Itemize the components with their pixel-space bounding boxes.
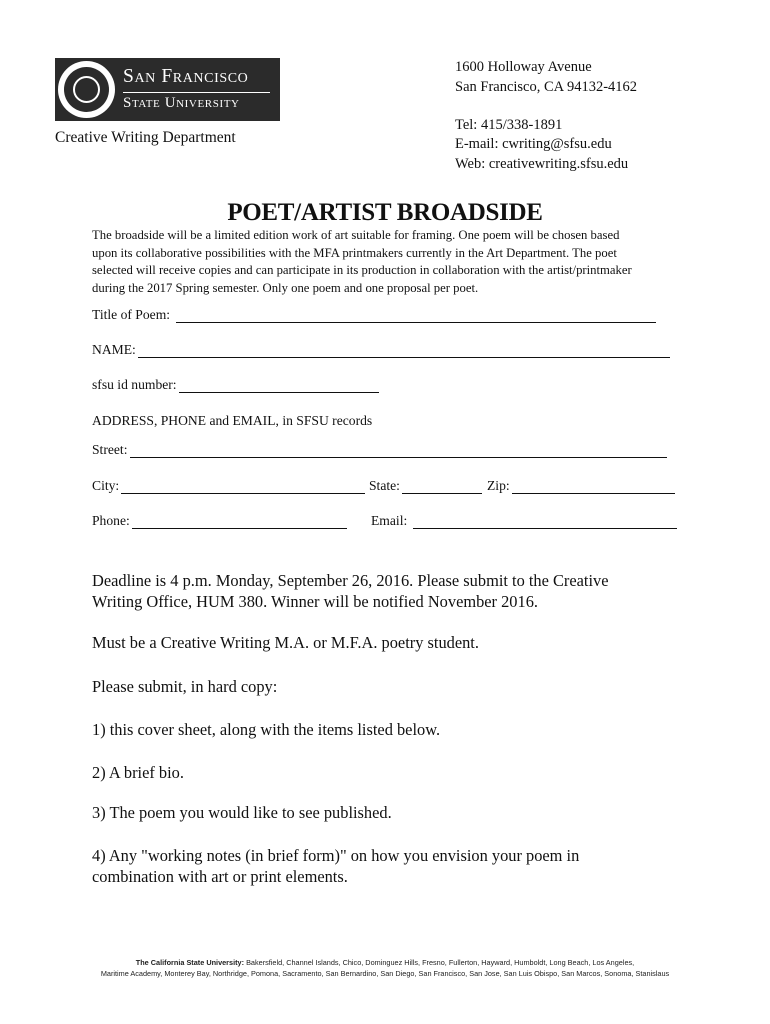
street-line[interactable] <box>130 444 667 458</box>
footer-campuses-line2: Maritime Academy, Monterey Bay, Northridge, Pomona, Sacramento, San Bernardino, San Diego, San Francisco, San Jose, San Luis Obispo, San Marcos, Sonoma, Stanislaus <box>100 969 670 978</box>
website: Web: creativewriting.sfsu.edu <box>455 156 629 172</box>
sfsu-id-field[interactable] <box>92 377 379 393</box>
email-label: Email: <box>371 513 408 528</box>
zip-label: Zip: <box>487 478 510 493</box>
intro-line: during the 2017 Spring semester. Only one poem and one proposal per poet. <box>92 280 479 295</box>
sfsu-id-label: sfsu id number: <box>92 377 177 392</box>
zip-field[interactable] <box>487 478 675 494</box>
records-heading: ADDRESS, PHONE and EMAIL, in SFSU records <box>92 413 373 428</box>
city-line[interactable] <box>121 480 365 494</box>
phone-label: Phone: <box>92 513 130 528</box>
footer-label: The California State University: <box>135 958 245 967</box>
name-field[interactable] <box>92 342 670 358</box>
address-line2: San Francisco, CA 94132-4162 <box>455 79 638 95</box>
eligibility-text: Must be a Creative Writing M.A. or M.F.A. poetry student. <box>92 633 479 652</box>
phone-line[interactable] <box>132 515 347 529</box>
address-line1: 1600 Holloway Avenue <box>455 59 592 75</box>
street-field[interactable] <box>92 442 667 458</box>
university-logo <box>55 58 280 121</box>
email-line[interactable] <box>413 515 677 529</box>
university-seal-icon <box>58 61 115 118</box>
intro-line: upon its collaborative possibilities with the MFA printmakers currently in the Art Department. The poet <box>92 245 617 260</box>
email-field[interactable] <box>371 513 677 529</box>
list-item-bio: 2) A brief bio. <box>92 763 184 782</box>
telephone: Tel: 415/338-1891 <box>455 117 563 133</box>
intro-line: The broadside will be a limited edition work of art suitable for framing. One poem will be chosen based <box>92 228 620 242</box>
logo-university-name: San Francisco <box>123 66 249 87</box>
phone-field[interactable] <box>92 513 347 529</box>
list-item-working-notes: 4) Any "working notes (in brief form)" on how you envision your poem in <box>92 846 580 865</box>
department-name: Creative Writing Department <box>55 129 236 146</box>
zip-line[interactable] <box>512 480 675 494</box>
state-line[interactable] <box>402 480 482 494</box>
logo-divider <box>123 92 270 93</box>
submit-intro: Please submit, in hard copy: <box>92 677 278 696</box>
intro-line: selected will receive copies and can participate in its production in collaboration with the artist/printmaker <box>92 263 632 277</box>
deadline-line2: Writing Office, HUM 380. Winner will be notified November 2016. <box>92 592 538 611</box>
state-label: State: <box>369 478 400 493</box>
deadline-line1: Deadline is 4 p.m. Monday, September 26, 2016. Please submit to the Creative <box>92 571 609 590</box>
title-of-poem-line[interactable] <box>176 309 656 323</box>
title-of-poem-field[interactable] <box>92 307 656 323</box>
name-label: NAME: <box>92 342 136 357</box>
street-label: Street: <box>92 442 128 457</box>
list-item-cover-sheet: 1) this cover sheet, along with the items listed below. <box>92 720 441 739</box>
title-of-poem-label: Title of Poem: <box>92 307 171 322</box>
list-item-poem: 3) The poem you would like to see published. <box>92 803 392 822</box>
city-field[interactable] <box>92 478 365 494</box>
city-label: City: <box>92 478 120 493</box>
page-title: POET/ARTIST BROADSIDE <box>227 199 543 226</box>
sfsu-id-line[interactable] <box>179 379 379 393</box>
list-item-working-notes-cont: combination with art or print elements. <box>92 867 348 886</box>
footer-campus-list: Bakersfield, Channel Islands, Chico, Dominguez Hills, Fresno, Fullerton, Hayward, Humboldt, Long Beach, Los Angeles, <box>246 958 635 967</box>
name-line[interactable] <box>138 344 670 358</box>
state-field[interactable] <box>369 478 482 494</box>
email-contact: E-mail: cwriting@sfsu.edu <box>455 136 612 152</box>
logo-university-subname: State University <box>123 95 240 111</box>
intro-paragraph <box>92 227 692 297</box>
